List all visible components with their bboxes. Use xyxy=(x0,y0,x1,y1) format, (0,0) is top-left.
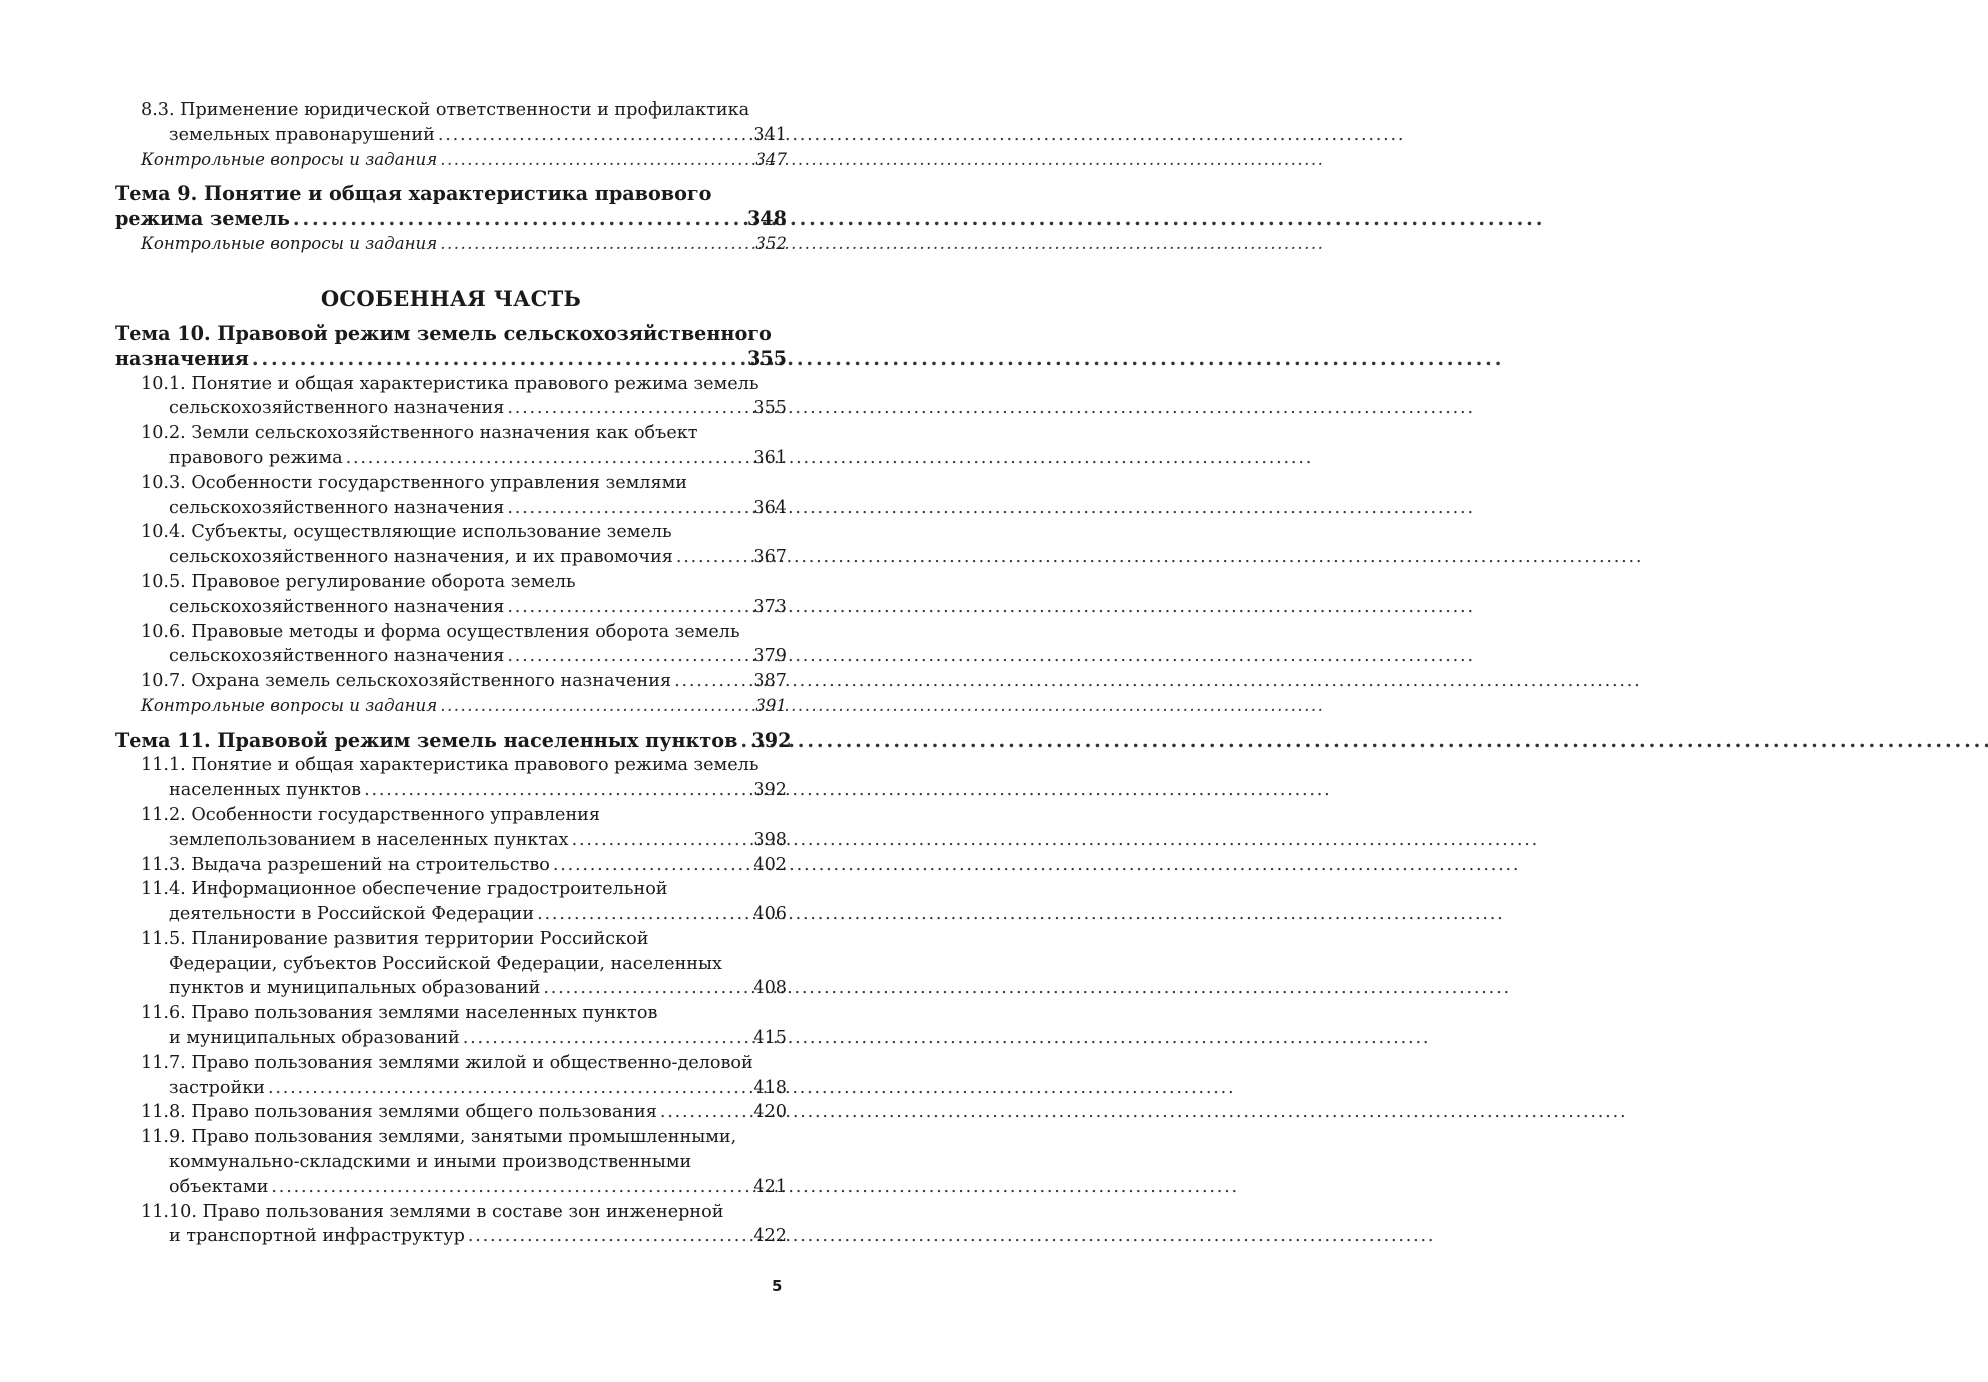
toc-page-number: 415 xyxy=(753,1028,787,1049)
toc-entry-text: 11.6. Право пользования землями населенных пунктов xyxy=(141,1003,658,1024)
dot-leader xyxy=(468,1224,751,1249)
toc-page-number: 373 xyxy=(753,596,787,617)
toc-page-number: 398 xyxy=(753,829,787,850)
toc-section-entry xyxy=(141,471,787,521)
toc-entry-text: застройки xyxy=(169,1077,265,1098)
toc-entry-text: 11.8. Право пользования землями общего пользования xyxy=(141,1102,657,1123)
toc-section-entry xyxy=(141,1200,787,1250)
toc-entry-text: 11.5. Планирование развития территории Российской xyxy=(141,928,649,949)
toc-section-entry xyxy=(141,1051,787,1101)
toc-entry-text: правового режима xyxy=(169,447,343,468)
toc-page-number: 421 xyxy=(753,1176,787,1197)
toc-page-number: 392 xyxy=(753,780,787,801)
toc-section-entry xyxy=(141,421,787,471)
toc-entry-text: сельскохозяйственного назначения, и их правомочия xyxy=(169,547,673,568)
toc-general-part-tail xyxy=(115,98,787,256)
toc-page-number: 355 xyxy=(753,398,787,419)
toc-page-number: 379 xyxy=(753,646,787,667)
toc-entry-text: коммунально-складскими и иными производственными xyxy=(169,1152,692,1173)
toc-entry-text: 10.1. Понятие и общая характеристика правового режима земель xyxy=(141,373,759,394)
dot-leader xyxy=(543,976,750,1001)
toc-entry-text: Тема 9. Понятие и общая характеристика правового xyxy=(115,182,712,206)
dot-leader xyxy=(346,446,751,471)
toc-page-number: 367 xyxy=(753,547,787,568)
dot-leader xyxy=(271,1175,750,1200)
toc-page-number: 406 xyxy=(753,904,787,925)
toc-entry-text: Федерации, субъектов Российской Федерации, населенных xyxy=(169,953,722,974)
toc-topic-entry xyxy=(115,182,787,231)
toc-entry-text: сельскохозяйственного назначения xyxy=(169,398,505,419)
toc-page-number: 355 xyxy=(746,346,787,370)
dot-leader xyxy=(537,902,750,927)
toc-entry-text: и транспортной инфраструктур xyxy=(169,1226,465,1247)
dot-leader xyxy=(507,644,750,669)
toc-page-number: 348 xyxy=(746,206,787,230)
toc-page-number: 341 xyxy=(753,124,787,145)
toc-page-number: 387 xyxy=(753,671,787,692)
toc-topic-entry xyxy=(115,728,792,754)
toc-entry-text: 10.6. Правовые методы и форма осуществления оборота земель xyxy=(141,621,740,642)
toc-entry-text: Контрольные вопросы и задания xyxy=(141,149,438,169)
dot-leader xyxy=(438,123,751,148)
toc-entry-text: 10.3. Особенности государственного управления землями xyxy=(141,472,687,493)
toc-section-entry xyxy=(141,372,787,422)
toc-entry-text: Контрольные вопросы и задания xyxy=(141,233,438,253)
toc-entry-text: сельскохозяйственного назначения xyxy=(169,497,505,518)
toc-entry-text: землепользованием в населенных пунктах xyxy=(169,829,569,850)
dot-leader xyxy=(440,148,752,173)
dot-leader xyxy=(674,669,750,694)
toc-section-entry xyxy=(141,927,787,1001)
table-of-contents xyxy=(115,98,792,1249)
toc-page-number: 361 xyxy=(753,447,787,468)
toc-page-number: 352 xyxy=(755,233,787,253)
toc-entry-text: 8.3. Применение юридической ответственности и профилактика xyxy=(141,100,750,120)
toc-entry-text: населенных пунктов xyxy=(169,780,362,801)
toc-section-entry xyxy=(141,98,787,148)
dot-leader xyxy=(463,1026,751,1051)
toc-section-entry xyxy=(141,520,787,570)
toc-entry-text: 10.5. Правовое регулирование оборота земель xyxy=(141,571,576,592)
dot-leader xyxy=(252,347,744,372)
toc-section-entry xyxy=(141,1125,787,1199)
dot-leader xyxy=(740,729,748,754)
toc-section-entry xyxy=(141,570,787,620)
toc-section-entry xyxy=(141,803,787,853)
toc-entry-text: сельскохозяйственного назначения xyxy=(169,646,505,667)
toc-special-part xyxy=(115,322,792,1249)
toc-entry-text: объектами xyxy=(169,1176,269,1197)
toc-entry-text: Тема 10. Правовой режим земель сельскохозяйственного xyxy=(115,322,772,346)
toc-entry-text: 11.1. Понятие и общая характеристика правового режима земель xyxy=(141,755,759,776)
dot-leader xyxy=(553,853,751,878)
toc-entry-text: пунктов и муниципальных образований xyxy=(169,978,541,999)
toc-section-entry xyxy=(141,1001,787,1051)
toc-page-number: 408 xyxy=(753,978,787,999)
toc-page-number: 392 xyxy=(751,728,792,752)
dot-leader xyxy=(268,1076,750,1101)
dot-leader xyxy=(440,694,752,719)
toc-entry-text: 11.7. Право пользования землями жилой и общественно-деловой xyxy=(141,1052,753,1073)
toc-entry-text: назначения xyxy=(115,346,249,370)
toc-section-entry xyxy=(141,877,787,927)
toc-page-number: 347 xyxy=(755,149,787,169)
toc-entry-text: 11.4. Информационное обеспечение градостроительной xyxy=(141,879,668,900)
dot-leader xyxy=(660,1100,751,1125)
toc-entry-text: 11.2. Особенности государственного управления xyxy=(141,804,601,825)
dot-leader xyxy=(293,207,744,232)
part-title: ОСОБЕННАЯ ЧАСТЬ xyxy=(320,286,582,312)
toc-entry-text: Тема 11. Правовой режим земель населенных пунктов xyxy=(115,728,738,752)
toc-questions-entry xyxy=(141,148,787,173)
toc-entry-text: 10.7. Охрана земель сельскохозяйственного назначения xyxy=(141,671,672,692)
toc-section-entry xyxy=(141,853,787,878)
toc-page-number: 402 xyxy=(753,854,787,875)
toc-entry-text: деятельности в Российской Федерации xyxy=(169,904,535,925)
toc-topic-entry xyxy=(115,322,787,371)
toc-section-entry xyxy=(141,620,787,670)
toc-page-number: 420 xyxy=(753,1102,787,1123)
toc-entry-text: 10.2. Земли сельскохозяйственного назначения как объект xyxy=(141,423,698,444)
toc-entry-text: сельскохозяйственного назначения xyxy=(169,596,505,617)
toc-entry-text: земельных правонарушений xyxy=(169,124,435,145)
toc-entry-text: режима земель xyxy=(115,206,290,230)
dot-leader xyxy=(572,828,751,853)
dot-leader xyxy=(440,232,752,257)
dot-leader xyxy=(507,496,750,521)
toc-entry-text: и муниципальных образований xyxy=(169,1028,460,1049)
toc-entry-text: 11.9. Право пользования землями, занятыми промышленными, xyxy=(141,1127,737,1148)
page-number: 5 xyxy=(772,1277,783,1295)
dot-leader xyxy=(507,396,750,421)
toc-section-entry xyxy=(141,753,787,803)
toc-section-entry xyxy=(141,1100,787,1125)
toc-questions-entry xyxy=(141,694,787,719)
toc-entry-text: 11.3. Выдача разрешений на строительство xyxy=(141,854,550,875)
toc-questions-entry xyxy=(141,232,787,257)
dot-leader xyxy=(507,595,750,620)
toc-entry-text: Контрольные вопросы и задания xyxy=(141,695,438,715)
toc-page-number: 391 xyxy=(755,695,787,715)
toc-entry-text: 11.10. Право пользования землями в составе зон инженерной xyxy=(141,1201,724,1222)
toc-page-number: 422 xyxy=(753,1226,787,1247)
dot-leader xyxy=(676,545,751,570)
dot-leader xyxy=(364,778,750,803)
toc-entry-text: 10.4. Субъекты, осуществляющие использование земель xyxy=(141,522,672,543)
toc-page-number: 364 xyxy=(753,497,787,518)
toc-section-entry xyxy=(141,669,787,694)
toc-page-number: 418 xyxy=(753,1077,787,1098)
